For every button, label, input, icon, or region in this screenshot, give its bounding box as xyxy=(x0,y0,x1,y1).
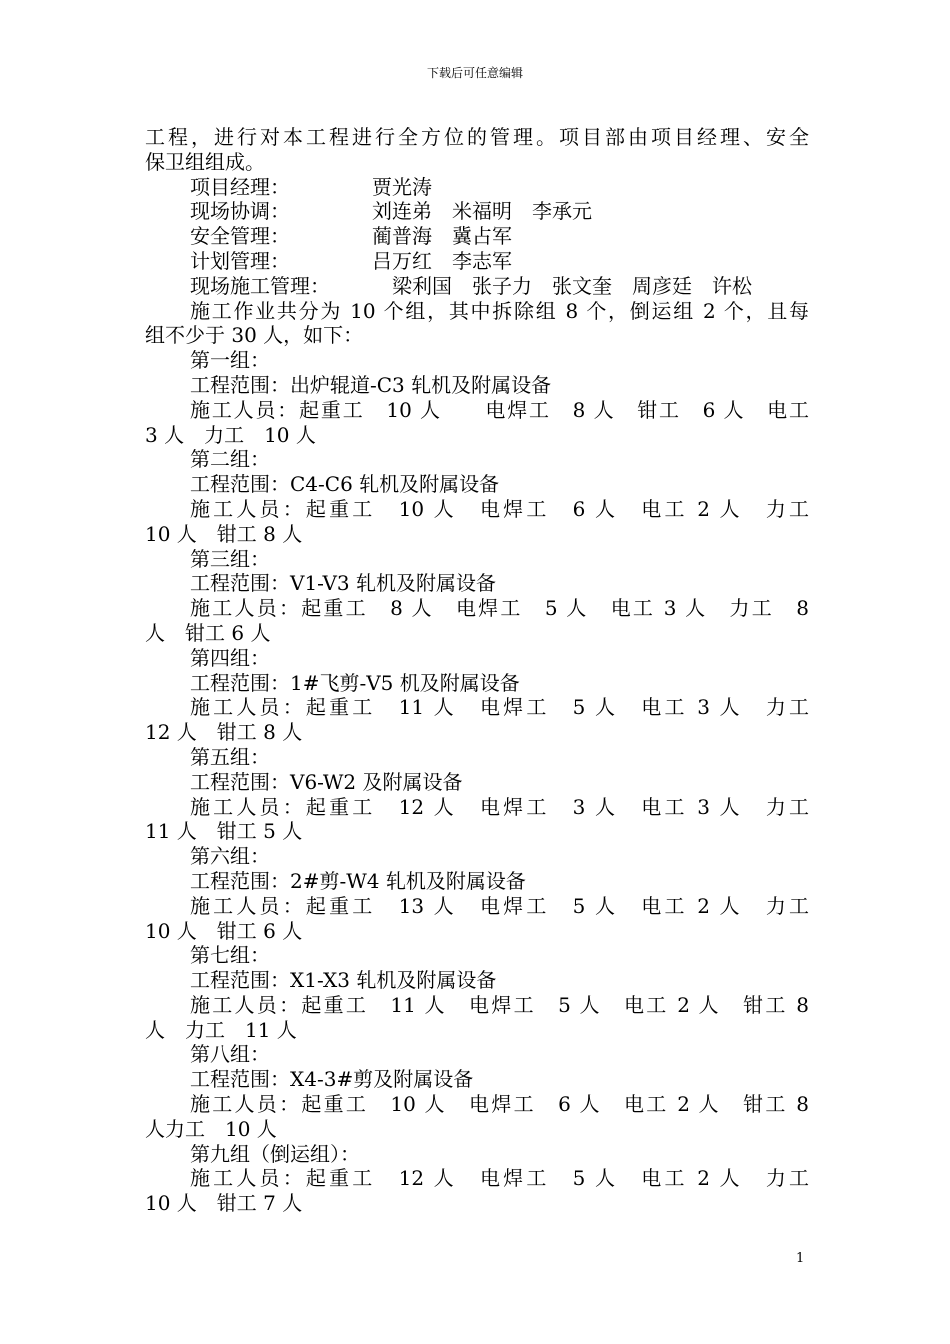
group-staff-cont: 10 人 钳工 7 人 xyxy=(145,1191,303,1216)
group-staff-cont: 10 人 钳工 8 人 xyxy=(145,521,303,546)
group-staff-cont: 人力工 10 人 xyxy=(145,1116,277,1141)
group-section xyxy=(145,447,809,546)
staff-names: 梁利国 张子力 张文奎 周彦廷 许松 xyxy=(372,273,752,298)
group-scope: 工程范围：1#飞剪-V5 机及附属设备 xyxy=(190,670,520,695)
staff-row xyxy=(145,274,809,299)
group-scope: 工程范围：2#剪-W4 轧机及附属设备 xyxy=(190,868,526,893)
group-staff: 施工人员：起重工 11 人 电焊工 5 人 电工 2 人 钳工 8 xyxy=(190,992,809,1017)
staff-names: 吕万红 李志军 xyxy=(372,248,512,273)
group-section xyxy=(145,1042,809,1141)
document-body xyxy=(145,125,809,1216)
intro-line: 工程，进行对本工程进行全方位的管理。项目部由项目经理、安全 xyxy=(145,125,809,149)
group-staff: 施工人员：起重工 8 人 电焊工 5 人 电工 3 人 力工 8 xyxy=(190,596,809,621)
staff-row xyxy=(145,175,809,200)
group-scope: 工程范围：X4-3#剪及附属设备 xyxy=(190,1067,474,1092)
group-title: 第一组： xyxy=(190,348,270,373)
staff-role: 现场协调： xyxy=(190,199,290,224)
group-section xyxy=(145,547,809,646)
group-scope: 工程范围：出炉辊道-C3 轧机及附属设备 xyxy=(190,372,552,397)
group-title: 第八组： xyxy=(190,1042,270,1067)
staff-role: 项目经理： xyxy=(190,174,290,199)
group-staff: 施工人员：起重工 12 人 电焊工 5 人 电工 2 人 力工 xyxy=(190,1166,809,1191)
staff-role: 计划管理： xyxy=(190,248,290,273)
group-title: 第三组： xyxy=(190,546,270,571)
group-section xyxy=(145,646,809,745)
group-staff-cont: 人 钳工 6 人 xyxy=(145,620,271,645)
staff-row xyxy=(145,249,809,274)
page-header: 下载后可任意编辑 xyxy=(426,66,523,80)
group-section xyxy=(145,844,809,943)
group-staff-cont: 12 人 钳工 8 人 xyxy=(145,720,303,745)
staff-row xyxy=(145,199,809,224)
summary-line: 组不少于 30 人，如下： xyxy=(145,323,364,348)
group-staff: 施工人员：起重工 13 人 电焊工 5 人 电工 2 人 力工 xyxy=(190,893,809,918)
group-section xyxy=(145,745,809,844)
page-number: 1 xyxy=(796,1251,805,1266)
staff-names: 贾光涛 xyxy=(372,174,432,199)
group-staff: 施工人员：起重工 10 人 电焊工 6 人 电工 2 人 钳工 8 xyxy=(190,1092,809,1117)
group-staff-cont: 10 人 钳工 6 人 xyxy=(145,918,303,943)
group-scope: 工程范围：X1-X3 轧机及附属设备 xyxy=(190,968,497,993)
group-title: 第七组： xyxy=(190,943,270,968)
group-title: 第六组： xyxy=(190,844,270,869)
group-section xyxy=(145,943,809,1042)
group-staff-cont: 3 人 力工 10 人 xyxy=(145,422,316,447)
staff-role: 安全管理： xyxy=(190,224,290,249)
group-scope: 工程范围：C4-C6 轧机及附属设备 xyxy=(190,472,500,497)
group-staff: 施工人员：起重工 11 人 电焊工 5 人 电工 3 人 力工 xyxy=(190,695,809,720)
group-scope: 工程范围：V1-V3 轧机及附属设备 xyxy=(190,571,496,596)
group-scope: 工程范围：V6-W2 及附属设备 xyxy=(190,769,463,794)
group-title: 第五组： xyxy=(190,744,270,769)
summary-line: 施工作业共分为 10 个组，其中拆除组 8 个，倒运组 2 个，且每 xyxy=(190,298,809,323)
group-staff: 施工人员：起重工 10 人 电焊工 8 人 钳工 6 人 电工 xyxy=(190,397,809,422)
group-staff-cont: 11 人 钳工 5 人 xyxy=(145,819,303,844)
staff-names: 刘连弟 米福明 李承元 xyxy=(372,199,592,224)
group-section xyxy=(145,1142,809,1216)
intro-line: 保卫组组成。 xyxy=(145,149,265,174)
staff-names: 蔺普海 冀占军 xyxy=(372,224,512,249)
group-title: 第二组： xyxy=(190,447,270,472)
group-staff: 施工人员：起重工 10 人 电焊工 6 人 电工 2 人 力工 xyxy=(190,496,809,521)
group-staff: 施工人员：起重工 12 人 电焊工 3 人 电工 3 人 力工 xyxy=(190,794,809,819)
staff-role: 现场施工管理： xyxy=(190,273,330,298)
group-title: 第四组： xyxy=(190,645,270,670)
group-title: 第九组（倒运组）： xyxy=(190,1141,360,1166)
group-staff-cont: 人 力工 11 人 xyxy=(145,1017,297,1042)
staff-row xyxy=(145,224,809,249)
group-section xyxy=(145,348,809,447)
